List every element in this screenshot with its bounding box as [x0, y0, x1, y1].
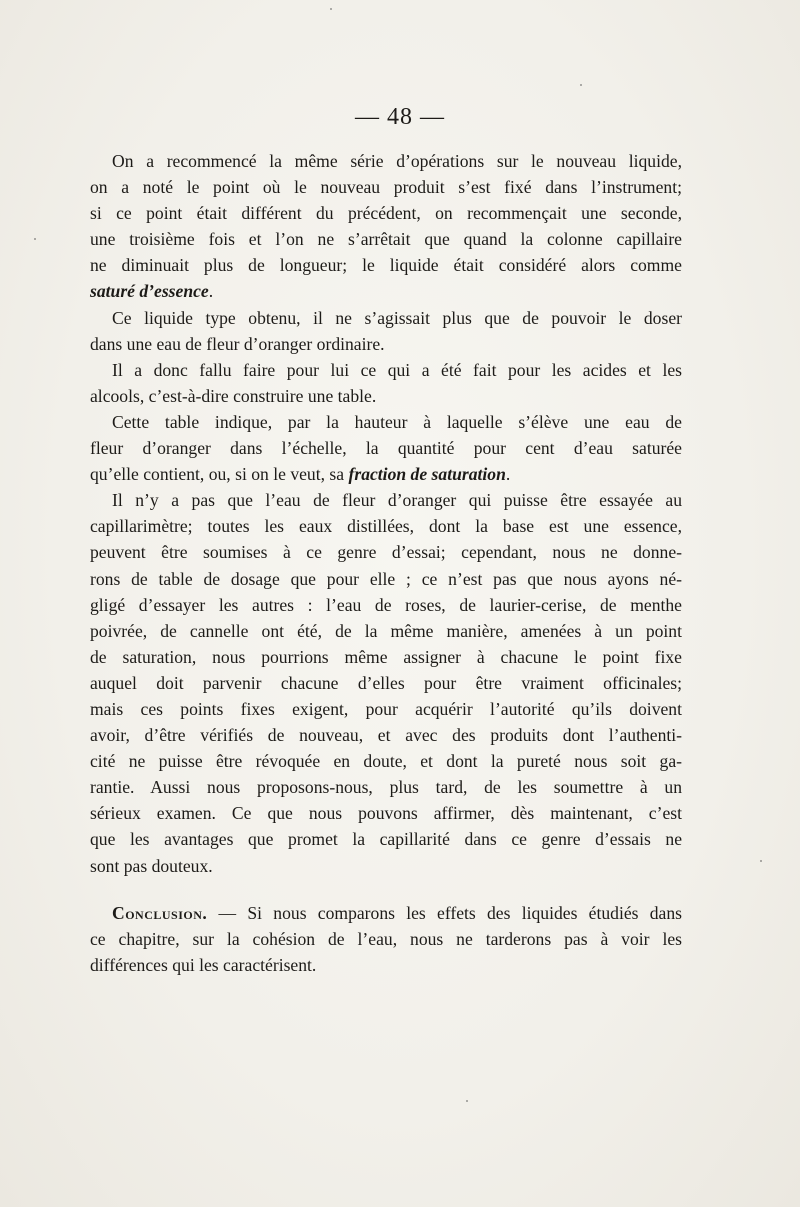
text-line: rantie. Aussi nous proposons-nous, plus tard, de les soumettre à un [90, 777, 682, 798]
text-line: dans une eau de fleur d’oranger ordinaire. [90, 333, 385, 354]
text-line: gligé d’essayer les autres : l’eau de roses, de laurier-cerise, de menthe [90, 594, 682, 615]
scan-speck [760, 860, 762, 862]
text-line: avoir, d’être vérifiés de nouveau, et avec des produits dont l’authenti- [90, 725, 682, 746]
text-line: Cette table indique, par la hauteur à laquelle s’élève une eau de [112, 411, 682, 432]
text-line: alcools, c’est-à-dire construire une table. [90, 385, 377, 406]
text-segment: qu’elle contient, ou, si on le veut, sa [90, 464, 345, 485]
paragraph-5 [90, 487, 682, 878]
text-segment: — Si nous comparons les effets des liquides étudiés dans [218, 903, 682, 923]
text-line [90, 278, 682, 304]
text-line: une troisième fois et l’on ne s’arrêtait que quand la colonne capillaire [90, 229, 682, 250]
text-line [90, 900, 682, 926]
text-line: on a noté le point où le nouveau produit s’est fixé dans l’instrument; [90, 177, 682, 198]
text-line: capillarimètre; toutes les eaux distillées, dont la base est une essence, [90, 516, 682, 537]
text-line: différences qui les caractérisent. [90, 955, 317, 976]
conclusion-paragraph [90, 900, 682, 978]
text-line: Il a donc fallu faire pour lui ce qui a été fait pour les acides et les [112, 359, 682, 380]
scan-speck [466, 1100, 468, 1102]
body-text [90, 148, 682, 879]
text-line: sérieux examen. Ce que nous pouvons affirmer, dès maintenant, c’est [90, 803, 682, 824]
text-line: si ce point était différent du précédent, on recommençait une seconde, [90, 203, 682, 224]
scan-speck [330, 8, 332, 10]
text-line: ne diminuait plus de longueur; le liquide était considéré alors comme [90, 255, 682, 276]
paragraph-3 [90, 357, 682, 409]
text-line: rons de table de dosage que pour elle ; ce n’est pas que nous ayons né- [90, 568, 682, 589]
punctuation: . [505, 464, 511, 485]
scan-speck [34, 238, 36, 240]
scan-speck [580, 84, 582, 86]
text-line: peuvent être soumises à ce genre d’essai; cependant, nous ne donne- [90, 542, 682, 563]
text-line: cité ne puisse être révoquée en doute, et dont la pureté nous soit ga- [90, 751, 682, 772]
emphasis-text: fraction de saturation [348, 464, 506, 485]
text-line: de saturation, nous pourrions même assigner à chacune le point fixe [90, 646, 682, 667]
paragraph-4 [90, 409, 682, 487]
text-line: Il n’y a pas que l’eau de fleur d’oranger qui puisse être essayée au [112, 490, 682, 511]
punctuation: . [208, 281, 214, 302]
paragraph-2 [90, 305, 682, 357]
text-line: que les avantages que promet la capillarité dans ce genre d’essais ne [90, 829, 682, 850]
text-line: fleur d’oranger dans l’échelle, la quantité pour cent d’eau saturée [90, 438, 682, 459]
text-line: Ce liquide type obtenu, il ne s’agissait plus que de pouvoir le doser [112, 307, 682, 328]
paragraph-1 [90, 148, 682, 305]
text-line: On a recommencé la même série d’opérations sur le nouveau liquide, [112, 151, 682, 171]
conclusion-label: Conclusion. [112, 903, 208, 923]
text-line: auquel doit parvenir chacune d’elles pour être vraiment officinales; [90, 672, 682, 693]
text-line: mais ces points fixes exigent, pour acquérir l’autorité qu’ils doivent [90, 698, 682, 719]
text-line [90, 461, 682, 487]
emphasis-text: saturé d’essence [90, 281, 209, 302]
page-number: — 48 — [355, 104, 445, 130]
text-line: sont pas douteux. [90, 855, 213, 876]
text-line: ce chapitre, sur la cohésion de l’eau, nous ne tarderons pas à voir les [90, 929, 682, 950]
text-line: poivrée, de cannelle ont été, de la même manière, amenées à un point [90, 620, 682, 641]
